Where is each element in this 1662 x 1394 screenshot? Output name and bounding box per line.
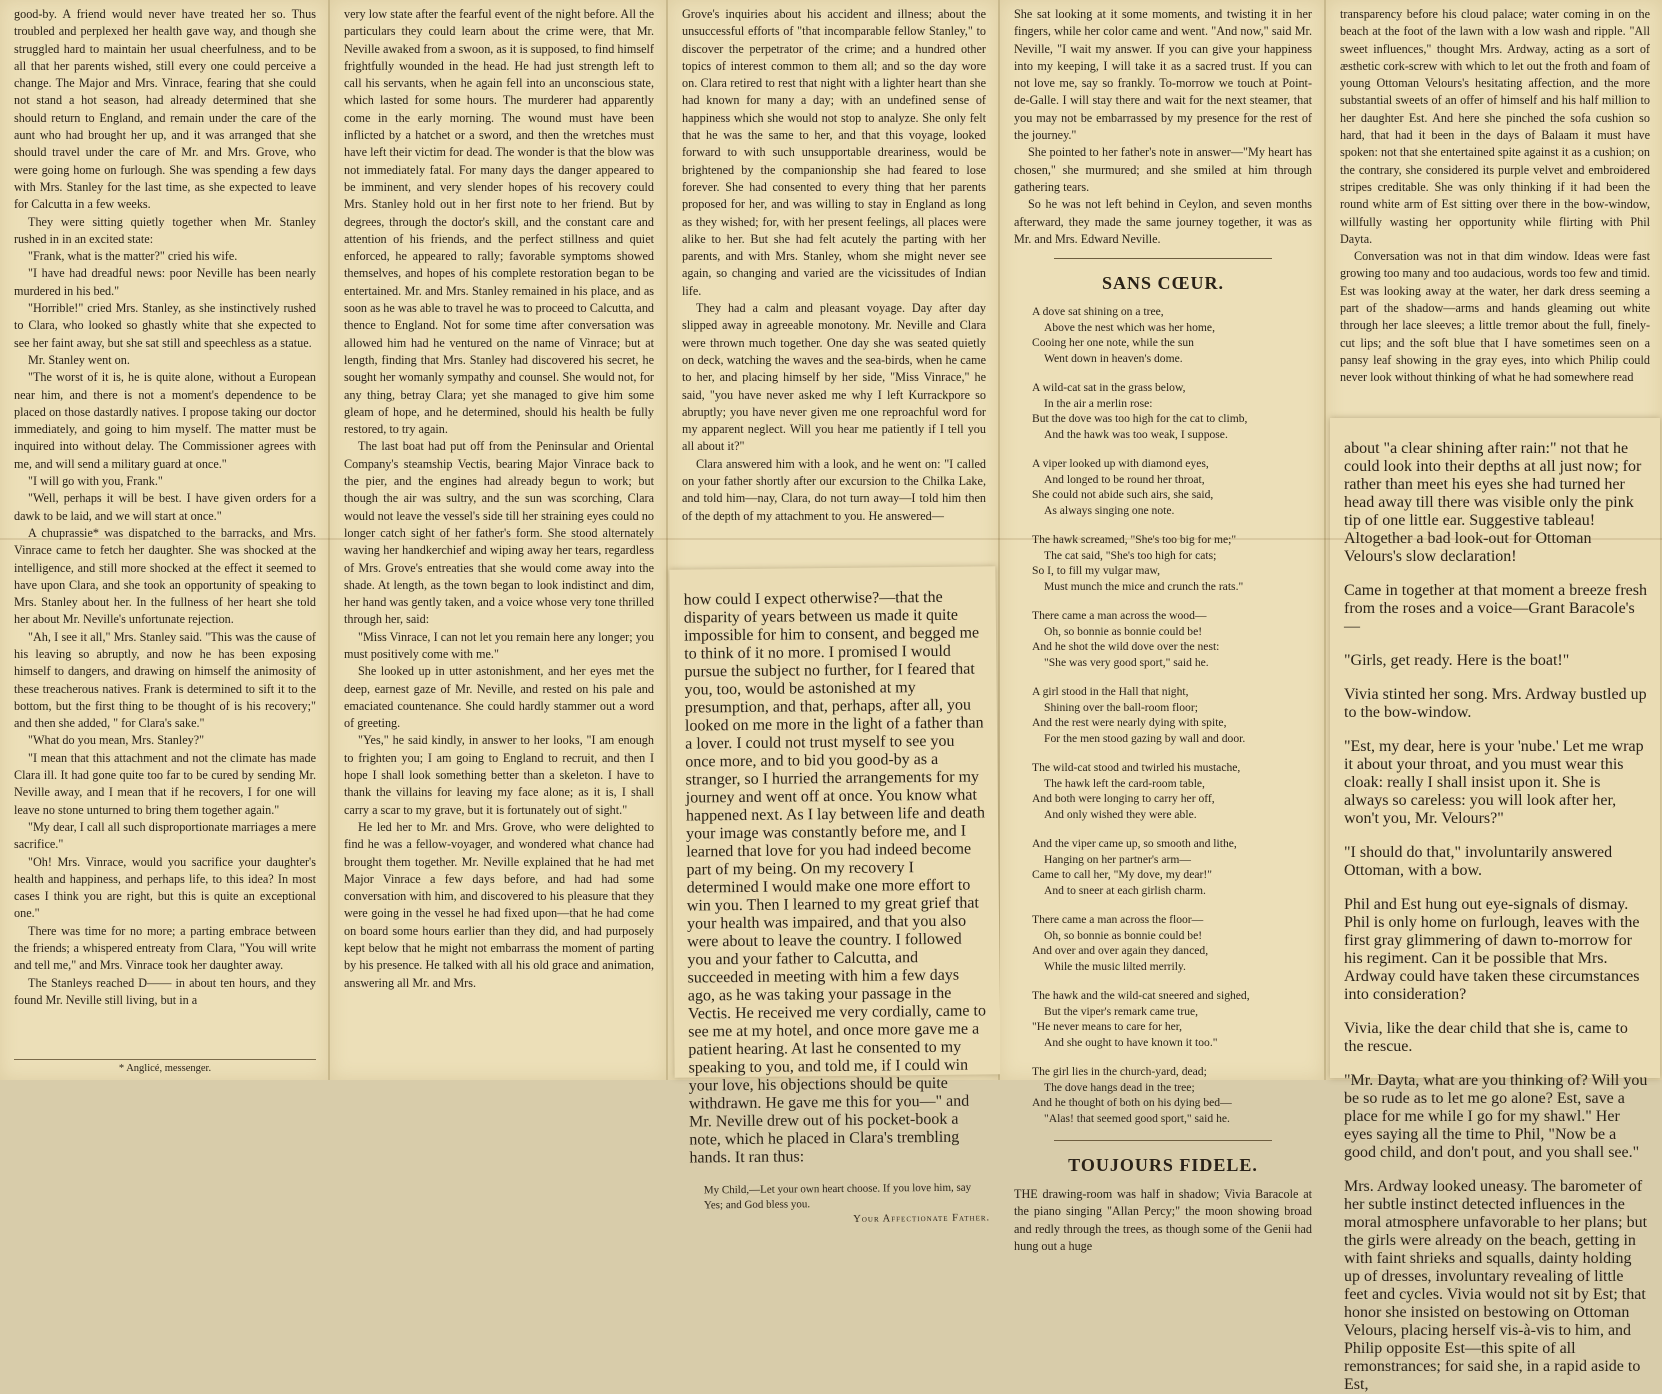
paragraph: how could I expect otherwise?—that the disparity of years between us made it quite impossible for him to consent, and begged me to think of it no more. I promised I would pursue the subject no further, for I feared that you, too, would be astonished at my presumption, and that, perhaps, after all, you looked on me more in the light of a father than a lover. I could not trust myself to see you once more, and to bid you good-by as a stranger, so I hurried the arrangements for my journey and went off at once. You know what happened next. As I lay between life and death your image was constantly before me, and I learned that love for you had indeed become part of my being. On my recovery I determined I would make one more effort to win you. Then I learned to my great grief that your health was impaired, and that you also were about to leave the country. I followed you and your father to Calcutta, and succeeded in meeting with him a few days ago, as he was taking your passage in the Vectis. He received me very cordially, came to see me at my hotel, and once more gave me a patient hearing. At last he consented to my speaking to you, and told me, if I could win your love, his objections should be quite withdrawn. He gave me this for you—" and Mr. Neville drew out of his pocket-book a note, which he placed in Clara's trembling hands. It ran thus: xyxy=(683,588,987,1167)
paragraph: transparency before his cloud palace; water coming in on the beach at the foot of the lawn with a low wash and ripple. "All sweet influences," thought Mrs. Ardway, acting as a sort of æsthetic cork-screw with which to let out the froth and foam of young Ottoman Velours's hesitating affection, and the more substantial sweets of an offer of himself and his half million to her daughter Est. And here she pinched the sofa cushion so hard, that had it been in the days of Balaam it must have spoken: not that she entertained spite against it as a cushion; on the contrary, she considered its purple velvet and embroidered stripes creditable. She was only thinking if it had been the round white arm of Est sitting over there in the bow-window, willfully wasting her opportunity while flirting with Phil Dayta. xyxy=(1340,7,1650,246)
paragraph: "The worst of it is, he is quite alone, without a European near him, and there is not a moment's dependence to be placed on those dastardly natives. I propose taking our doctor immediately, and going to him myself. The matter must be inquired into without delay. The Commissioner agrees with me, and will send a military guard at once." xyxy=(14,370,316,471)
poem-line: For the men stood gazing by wall and door. xyxy=(1044,731,1246,745)
poem-line: And he thought of both on his dying bed— xyxy=(1032,1096,1232,1110)
poem xyxy=(1014,304,1312,1126)
paragraph: Mrs. Ardway looked uneasy. The barometer of her subtle instinct detected influences in the moral atmosphere unfavorable to her plans; but the girls were already on the beach, getting in with faint shrieks and squalls, dainty holding up of dresses, involuntary revealing of little feet and cycles. Vivia would not sit by Est; that honor she insisted on bestowing on Ottoman Velours, placing herself vis-à-vis to him, and Philip opposite Est—this spite of all remonstrances; for said she, in a rapid aside to Est, xyxy=(1344,1178,1648,1393)
poem-stanza xyxy=(1014,304,1312,366)
poem-line: But the viper's remark came true, xyxy=(1044,1004,1199,1018)
poem-line: There came a man across the floor— xyxy=(1032,913,1204,927)
poem-line: There came a man across the wood— xyxy=(1032,609,1207,623)
poem-line: And both were longing to carry her off, xyxy=(1032,792,1215,806)
paragraph: A chuprassie* was dispatched to the barracks, and Mrs. Vinrace came to fetch her daughter. She was shocked at the intelligence, and still more shocked at the effect it seemed to have upon Clara, and she took an opportunity of speaking to Mrs. Stanley about her. In the fullness of her heart she told her about Mr. Neville's unfortunate rejection. xyxy=(14,525,316,627)
column-1 xyxy=(0,0,330,1080)
poem-title: SANS CŒUR. xyxy=(1101,273,1225,294)
paragraph: THE drawing-room was half in shadow; Vivia Baracole at the piano singing "Allan Percy;" the moon showing broad and redly through the trees, as though some of the Genii had hung out a huge xyxy=(1014,1187,1312,1254)
poem-stanza xyxy=(1014,988,1312,1050)
poem-stanza xyxy=(1014,836,1312,898)
paragraph: "I should do that," involuntarily answered Ottoman, with a bow. xyxy=(1344,844,1613,879)
poem-stanza xyxy=(1014,684,1312,746)
paragraph: Mr. Stanley went on. xyxy=(28,352,130,367)
poem-line: The hawk left the card-room table, xyxy=(1044,776,1205,790)
paragraph: "I have had dreadful news: poor Neville has been nearly murdered in his bed." xyxy=(14,266,316,298)
poem-line: A wild-cat sat in the grass below, xyxy=(1032,381,1186,395)
poem-stanza xyxy=(1014,760,1312,822)
poem-line: A viper looked up with diamond eyes, xyxy=(1032,457,1209,471)
poem-line: And he shot the wild dove over the nest: xyxy=(1032,640,1220,654)
paragraph: Vivia, like the dear child that she is, came to the rescue. xyxy=(1344,1020,1628,1055)
paragraph: very low state after the fearful event of the night before. All the particulars they could learn about the crime were, that Mr. Neville awaked from a swoon, as it is supposed, to find himself frightfully wounded in the head. He had just strength left to call his servants, when he again fell into an unconscious state, which lasted for some hours. The murderer had apparently come in the early morning. The wound must have been inflicted by a hatchet or a sword, and then the wretches must have left their victim for dead. The wonder is that the blow was not immediately fatal. For many days the danger appeared to be imminent, and very slender hopes of his recovery could Mrs. Stanley hold out in her first note to her friend. But by degrees, through the doctor's skill, and the constant care and attention of his friends, and the perfect stillness and quiet enforced, he appeared to rally; favorable symptoms showed themselves, and hopes of his complete restoration began to be entertained. Mr. and Mrs. Stanley remained in his place, and as soon as he was able to travel he was to proceed to Calcutta, and thence to England. Not for some time after conversation was allowed him had he ventured on the name of Vinrace; but at length, finding that Mrs. Stanley had discovered his secret, he sought her womanly sympathy and counsel. She would not, for any thing, betray Clara; yet she managed to give him some gleam of hope, and he determined, should his health be fully restored, to try again. xyxy=(344,7,655,437)
paragraph: "I mean that this attachment and not the climate has made Clara ill. It had gone quite too far to be cured by sending Mr. Neville away, and I mean that if he recovers, I for one will leave no stone unturned to bring them together again." xyxy=(14,750,316,817)
poem-stanza xyxy=(1014,532,1312,594)
paragraph: He led her to Mr. and Mrs. Grove, who were delighted to find he was a fellow-voyager, and wondered what chance had brought them together. Mr. Neville explained that he had met Major Vinrace a few days before, and had had some conversation with him, and discovered to his pleasure that they were going in the vessel he had fixed upon—that he had come on board some hours earlier than they did, and had purposely kept below that he might not embarrass the moment of parting by his presence. He talked with all his old grace and animation, answering all Mr. and Mrs. xyxy=(344,819,654,990)
poem-line: And longed to be round her throat, xyxy=(1044,472,1205,486)
poem-line: The cat said, "She's too high for cats; xyxy=(1044,548,1217,562)
letter xyxy=(690,1180,990,1226)
poem-line: And the rest were nearly dying with spite, xyxy=(1032,716,1227,730)
poem-line: Went down in heaven's dome. xyxy=(1044,351,1183,365)
paragraph: "Ah, I see it all," Mrs. Stanley said. "This was the cause of his leaving so abruptly, and now he has been exposing himself to dangers, and drawing on himself the animosity of these treacherous natives. Frank is determined to sift it to the bottom, but the first thing to be thought of is his recovery;" and then she added, " for Clara's sake." xyxy=(14,629,316,731)
poem-line: Oh, so bonnie as bonnie could be! xyxy=(1044,928,1203,942)
paragraph: Phil and Est hung out eye-signals of dismay. Phil is only home on furlough, leaves with the first gray glimmering of dawn to-morrow for his regiment. Can it be possible that Mrs. Ardway could have taken these circumstances into consideration? xyxy=(1344,896,1640,1003)
paragraph: They had a calm and pleasant voyage. Day after day slipped away in agreeable monotony. Mr. Neville and Clara were thrown much together. One day she was seated quietly on deck, watching the waves and the sea-birds, when he came to her, and placing himself by her side, "Miss Vinrace," he said, "you have never asked me why I left Kurrackpore so abruptly; you have never given me one reproachful word for my apparent neglect. Will you hear me patiently if I tell you all about it?" xyxy=(682,301,986,454)
paragraph: "Est, my dear, here is your 'nube.' Let me wrap it about your throat, and you must wear this cloak: really I shall insist upon it. She is always so careless: you will look after her, won't you, Mr. Velours?" xyxy=(1344,738,1644,827)
poem-stanza xyxy=(1014,912,1312,974)
paragraph: "Girls, get ready. Here is the boat!" xyxy=(1344,652,1570,669)
poem-line: So I, to fill my vulgar maw, xyxy=(1032,564,1161,578)
poem-line: A dove sat shining on a tree, xyxy=(1032,305,1164,319)
footnote: * Anglicé, messenger. xyxy=(14,1059,316,1074)
paragraph: The Stanleys reached D—— in about ten hours, and they found Mr. Neville still living, but in a xyxy=(14,975,316,1007)
poem-line: "She was very good sport," said he. xyxy=(1044,655,1209,669)
poem-line: Oh, so bonnie as bonnie could be! xyxy=(1044,624,1203,638)
letter-signature: Your Affectionate Father. xyxy=(853,1212,991,1225)
poem-line: A girl stood in the Hall that night, xyxy=(1032,685,1189,699)
paragraph: The last boat had put off from the Peninsular and Oriental Company's steamship Vectis, bearing Major Vinrace back to the pier, and the engines had already begun to work; but though the air was sultry, and the sun was scorching, Clara would not leave the vessel's side till her straining eyes could no longer catch sight of her father's form. She stood alternately waving her handkerchief and wiping away her tears, regardless of Mrs. Grove's entreaties that she would come away into the shade. At length, as the town began to look indistinct and dim, her hand was gently taken, and a voice whose very tone thrilled through her, said: xyxy=(344,439,655,627)
poem-line: And the viper came up, so smooth and lithe, xyxy=(1032,837,1237,851)
letter-text: My Child,—Let your own heart choose. If you love him, say Yes; and God bless you. xyxy=(703,1181,972,1212)
column-1-text xyxy=(14,6,316,1009)
poem-stanza xyxy=(1014,380,1312,442)
paragraph: "Mr. Dayta, what are you thinking of? Will you be so rude as to let me go alone? Est, save a place for me while I go for my shawl." Her eyes saying all the time to Phil, "Now be a good child, and don't pout, and you shall see." xyxy=(1344,1072,1648,1161)
paragraph: Came in together at that moment a breeze fresh from the roses and a voice—Grant Baracole's— xyxy=(1344,582,1647,635)
poem-line: The hawk and the wild-cat sneered and sighed, xyxy=(1032,989,1250,1003)
poem-line: In the air a merlin rose: xyxy=(1044,396,1153,410)
poem-line: And the hawk was too weak, I suppose. xyxy=(1044,427,1228,441)
column-4 xyxy=(1000,0,1326,1254)
paragraph: Conversation was not in that dim window. Ideas were fast growing too many and too audacious, words too few and timid. Est was looking away at the water, her dark dress seeming a part of the shadow—arms and hands gleaming out white through her lace sleeves; a little tremor about the full, finely-cut lips; and the soft blue that I have sometimes seen on a pansy leaf showing in the gray eyes, into which Philip could never look without thinking of what he had somewhere read xyxy=(1340,249,1650,385)
poem-stanza xyxy=(1014,1064,1312,1126)
poem-line: While the music lilted merrily. xyxy=(1044,959,1186,973)
paragraph: "My dear, I call all such disproportionate marriages a mere sacrifice." xyxy=(14,819,316,852)
paragraph: Vivia stinted her song. Mrs. Ardway bustled up to the bow-window. xyxy=(1344,686,1647,721)
poem-line: And she ought to have known it too." xyxy=(1044,1035,1218,1049)
poem-line: The girl lies in the church-yard, dead; xyxy=(1032,1065,1207,1079)
column-2 xyxy=(330,0,668,1080)
paragraph: "Miss Vinrace, I can not let you remain here any longer; you must positively come with me." xyxy=(344,629,654,661)
paragraph: There was time for no more; a parting embrace between the friends; a whispered entreaty from Clara, "You will write and tell me," and Mrs. Vinrace took her daughter away. xyxy=(14,923,316,973)
paragraph: "Oh! Mrs. Vinrace, would you sacrifice your daughter's health and happiness, and perhaps life, to this idea? In most cases I think you are right, but this is quite an exceptional one." xyxy=(14,854,316,921)
paragraph: So he was not left behind in Ceylon, and seven months afterward, they made the same journey together, it was as Mr. and Mrs. Edward Neville. xyxy=(1014,197,1312,246)
paragraph: Clara answered him with a look, and he went on: "I called on your father shortly after our excursion to the Chilka Lake, and told him—nay, Clara, do not turn away—I told him then of the depth of my attachment to you. He answered— xyxy=(682,456,986,523)
paragraph: She looked up in utter astonishment, and her eyes met the deep, earnest gaze of Mr. Neville, and rested on his pale and emaciated countenance. She could hardly stammer out a word of greeting. xyxy=(344,664,654,731)
poem-line: "Alas! that seemed good sport," said he. xyxy=(1044,1111,1230,1125)
poem-line: The wild-cat stood and twirled his mustache, xyxy=(1032,761,1241,775)
paper-fold-line xyxy=(0,538,1662,540)
divider xyxy=(1054,258,1272,259)
poem-line: "He never means to care for her, xyxy=(1032,1020,1183,1034)
paragraph: Grove's inquiries about his accident and illness; about the unsuccessful efforts of "that incomparable fellow Stanley," to discover the perpetrator of the crime; and a hundred other topics of interest common to them all; and so the day wore on. Clara retired to rest that night with a lighter heart than she had known for many a day; with an undefined sense of happiness which she would not stop to analyze. She only felt that he was the same to her, and that this voyage, looked forward to with such unsupportable dreariness, would be brightened by the companionship she had feared to lose forever. She had consented to every thing that her parents proposed for her, and was willing to stay in England as long as they wished; for, with her present feelings, all places were alike to her. But she had felt acutely the parting with her parents, and with Mrs. Stanley, whom she might never see again, so changing and varied are the vicissitudes of Indian life. xyxy=(682,7,986,298)
paragraph: "Horrible!" cried Mrs. Stanley, as she instinctively rushed to Clara, who looked so ghastly white that she expected to see her faint away, but she sat still and speechless as a statue. xyxy=(14,301,316,350)
paragraph: She sat looking at it some moments, and twisting it in her fingers, while her color came and went. "And now," said Mr. Neville, "I wait my answer. If you can give your happiness into my keeping, I will take it as a sacred trust. If you can not love me, say so frankly. To-morrow we touch at Point-de-Galle. I will stay there and wait for the next steamer, that you may not be embarrassed by my presence for the rest of the journey." xyxy=(1014,7,1312,143)
divider xyxy=(1054,1140,1272,1141)
poem-line: She could not abide such airs, she said, xyxy=(1032,488,1214,502)
poem-line: But the dove was too high for the cat to climb, xyxy=(1032,412,1248,426)
paragraph: They were sitting quietly together when Mr. Stanley rushed in in an excited state: xyxy=(14,214,316,246)
paragraph: She pointed to her father's note in answer—"My heart has chosen," she murmured; and she smiled at him through gathering tears. xyxy=(1014,145,1312,194)
paragraph: "What do you mean, Mrs. Stanley?" xyxy=(28,733,205,748)
paragraph: about "a clear shining after rain:" not that he could look into their depths at all just now; for rather than meet his eyes she had turned her head away till there was visible only the pink tip of one little ear. Suggestive tableau! Altogether a bad look-out for Ottoman Velours's slow declaration! xyxy=(1344,440,1642,565)
poem-line: Hanging on her partner's arm— xyxy=(1044,852,1191,866)
column-3-lower-clipping xyxy=(669,566,1000,1225)
paragraph: "Well, perhaps it will be best. I have given orders for a dawk to be laid, and we will start at once." xyxy=(14,491,316,523)
paragraph: good-by. A friend would never have treated her so. Thus troubled and perplexed her health gave way, and though she struggled hard to maintain her usual cheerfulness, and to be all that her parents wished, still every one could perceive a change. The Major and Mrs. Vinrace, fearing that she could not stand a hot season, had already determined that she should return to England, and remain under the care of the aunt who had brought her up, and it was arranged that she should travel under the care of Mr. and Mrs. Grove, who were going home on furlough. She was spending a few days with Mrs. Stanley for the last time, as she expected to leave for Calcutta in a few weeks. xyxy=(14,7,316,212)
poem-line: Shining over the ball-room floor; xyxy=(1044,700,1198,714)
poem-line: And only wished they were able. xyxy=(1044,807,1197,821)
paragraph: "Frank, what is the matter?" cried his wife. xyxy=(28,249,238,264)
paragraph: "Yes," he said kindly, in answer to her looks, "I am enough to frighten you; I am going to England to recruit, and then I hope I shall look something better than a skeleton. I have to thank the villains for leaving my face alone; as it is, I shall carry a scar to my grave, but it is fortunately out of sight." xyxy=(344,733,654,817)
poem-line: The hawk screamed, "She's too big for me;" xyxy=(1032,533,1237,547)
poem-line: Above the nest which was her home, xyxy=(1044,320,1215,334)
story-title: TOUJOURS FIDELE. xyxy=(1068,1155,1258,1176)
poem-line: The dove hangs dead in the tree; xyxy=(1044,1080,1195,1094)
poem-line: And over and over again they danced, xyxy=(1032,944,1209,958)
poem-line: And to sneer at each girlish charm. xyxy=(1044,883,1206,897)
poem-line: Came to call her, "My dove, my dear!" xyxy=(1032,868,1212,882)
poem-stanza xyxy=(1014,608,1312,670)
poem-line: Cooing her one note, while the sun xyxy=(1032,336,1194,350)
paragraph: "I will go with you, Frank." xyxy=(28,474,163,489)
poem-line: Must munch the mice and crunch the rats." xyxy=(1044,579,1244,593)
poem-line: As always singing one note. xyxy=(1044,503,1175,517)
poem-stanza xyxy=(1014,456,1312,518)
column-5-lower-clipping xyxy=(1330,418,1660,1393)
